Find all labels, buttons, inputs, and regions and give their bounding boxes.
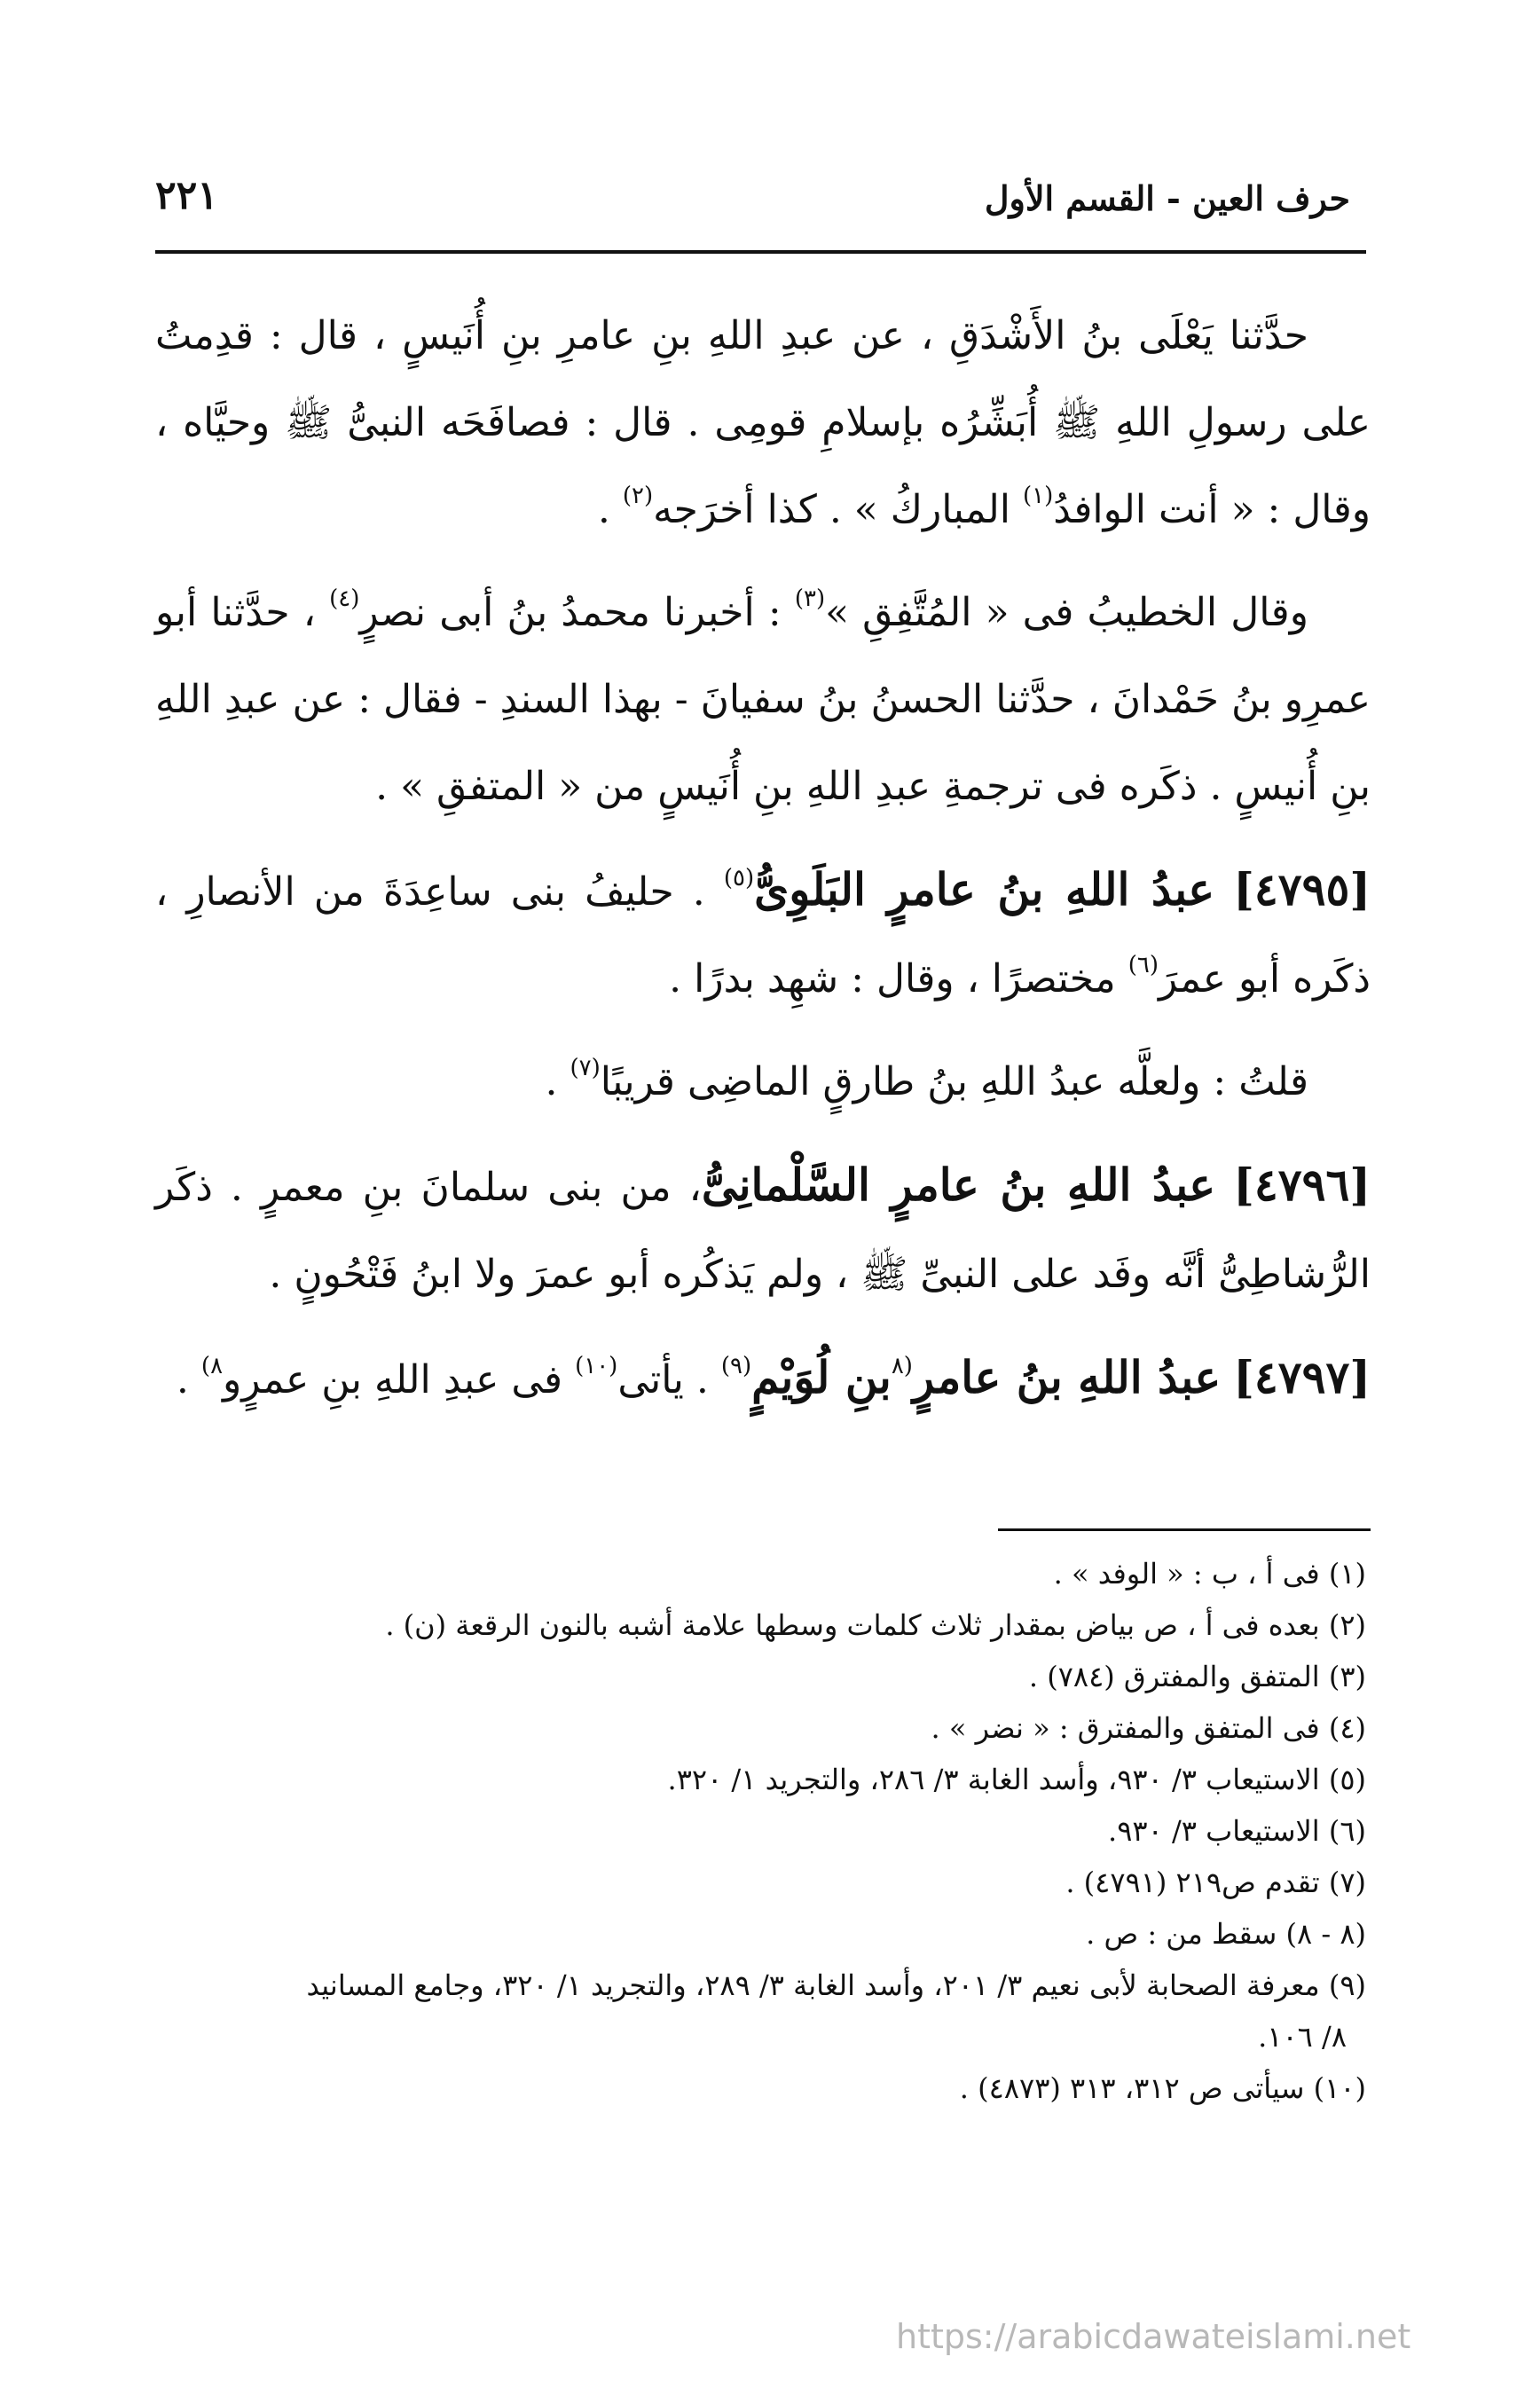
footnote-ref[interactable]: ٨) xyxy=(200,1353,224,1379)
paragraph-note xyxy=(155,1039,1371,1126)
text: . يأتى xyxy=(617,1357,709,1402)
footnote-ref[interactable]: (٨ xyxy=(891,1353,913,1379)
text: . حليفُ بنى ساعِدَةَ من الأنصارِ ، ذكَره أبو عمرَ xyxy=(155,869,1371,1002)
header-rule xyxy=(155,250,1366,254)
footnote-7: (٧) تقدم ص٢١٩ (٤٧٩١) . xyxy=(1065,1866,1366,1899)
footnote-1: (١) فى أ ، ب : « الوفد » . xyxy=(1053,1557,1366,1591)
text: ، من بنى سلمانَ بنِ معمرٍ . ذكَر الرُّشاطِىُّ أنَّه وفَد على النبىِّ ﷺ ، ولم يَذكُره أبو عمرَ ولا ابنُ فَتْحُونٍ . xyxy=(155,1165,1371,1297)
running-title: حرف العين - القسم الأول xyxy=(984,178,1350,218)
footnote-ref[interactable]: (١٠) xyxy=(575,1353,618,1379)
entry-4795 xyxy=(155,846,1371,1023)
entry-name-continued: بنِ لُوَيْمٍ xyxy=(751,1351,892,1403)
page-header xyxy=(155,173,1357,235)
entry-number: [٤٧٩٥] xyxy=(1233,863,1371,915)
footnotes xyxy=(146,1548,1366,2114)
footnote-9: (٩) معرفة الصحابة لأبى نعيم ٣/ ٢٠١، وأسد الغابة ٣/ ٢٨٩، والتجريد ١/ ٣٢٠، وجامع المسانيد xyxy=(306,1968,1366,2002)
footnote-10: (١٠) سيأتى ص ٣١٢، ٣١٣ (٤٨٧٣) . xyxy=(959,2071,1366,2105)
text: . xyxy=(597,487,610,532)
text: : أخبرنا محمدُ بنُ أبى نصرٍ xyxy=(359,590,782,635)
text: . xyxy=(176,1357,189,1402)
entry-name: عبدُ اللهِ بنُ عامرٍ السَّلْمانِىُّ xyxy=(701,1159,1216,1211)
entry-number: [٤٧٩٧] xyxy=(1233,1351,1371,1403)
footnote-ref[interactable]: (٧) xyxy=(570,1055,601,1081)
entry-4797 xyxy=(155,1334,1371,1424)
text: فى عبدِ اللهِ بنِ عمرٍو xyxy=(223,1357,563,1402)
footnote-ref[interactable]: (٣) xyxy=(794,585,826,612)
entry-4796 xyxy=(155,1142,1371,1318)
text: . xyxy=(545,1059,558,1104)
footnote-9-continued: ٨/ ١٠٦. xyxy=(1258,2020,1347,2054)
paragraph-hadith xyxy=(155,293,1371,554)
text: قلتُ : ولعلَّه عبدُ اللهِ بنُ طارقٍ الماضِى قريبًا xyxy=(600,1059,1308,1104)
footnote-ref[interactable]: (٩) xyxy=(720,1353,752,1379)
watermark-url: https://arabicdawateislami.net xyxy=(896,2317,1411,2356)
page-number: ٢٢١ xyxy=(155,173,218,218)
footnote-separator xyxy=(998,1528,1371,1531)
entry-name: عبدُ اللهِ بنُ عامرٍ xyxy=(912,1351,1222,1403)
text: وقال الخطيبُ فى « المُتَّفِقِ » xyxy=(825,590,1308,635)
text: حدَّثنا يَعْلَى بنُ الأَشْدَقِ ، عن عبدِ اللهِ بنِ عامرِ بنِ أُنَيسٍ ، قال : قدِمتُ على رسولِ اللهِ ﷺ أُبَشِّرُه بإسلامِ قومِى . قال : فصافَحَه النبىُّ ﷺ وحيَّاه ، وقال : « أنت الوافدُ xyxy=(155,313,1371,532)
footnote-ref[interactable]: (٦) xyxy=(1128,952,1159,978)
entry-number: [٤٧٩٦] xyxy=(1233,1159,1371,1211)
footnote-ref[interactable]: (٤) xyxy=(329,585,360,612)
text: المباركُ » . كذا أخرَجه xyxy=(653,487,1010,532)
footnote-8: (٨ - ٨) سقط من : ص . xyxy=(1086,1917,1366,1951)
text: ، حدَّثنا أبو عمرِو بنُ حَمْدانَ ، حدَّثنا الحسنُ بنُ سفيانَ - بهذا السندِ - فقال : عن عبدِ اللهِ بنِ أُنيسٍ . ذكَره فى ترجمةِ عبدِ اللهِ بنِ أُنَيسٍ من « المتفقِ » . xyxy=(155,590,1371,809)
footnote-2: (٢) بعده فى أ ، ص بياض بمقدار ثلاث كلمات وسطها علامة أشبه بالنون الرقعة (ن) . xyxy=(385,1608,1366,1642)
footnote-5: (٥) الاستيعاب ٣/ ٩٣٠، وأسد الغابة ٣/ ٢٨٦، والتجريد ١/ ٣٢٠. xyxy=(667,1763,1366,1796)
footnote-4: (٤) فى المتفق والمفترق : « نضر » . xyxy=(931,1711,1366,1745)
footnote-ref[interactable]: (٥) xyxy=(723,865,755,892)
paragraph-khatib xyxy=(155,570,1371,830)
entry-name: عبدُ اللهِ بنُ عامرٍ البَلَوِىُّ xyxy=(754,863,1215,915)
footnote-3: (٣) المتفق والمفترق (٧٨٤) . xyxy=(1028,1660,1366,1693)
main-text xyxy=(155,293,1371,1424)
footnote-ref[interactable]: (١) xyxy=(1022,483,1054,509)
text: مختصرًا ، وقال : شهِد بدرًا . xyxy=(669,956,1116,1002)
footnote-ref[interactable]: (٢) xyxy=(622,483,654,509)
footnote-6: (٦) الاستيعاب ٣/ ٩٣٠. xyxy=(1108,1814,1366,1848)
